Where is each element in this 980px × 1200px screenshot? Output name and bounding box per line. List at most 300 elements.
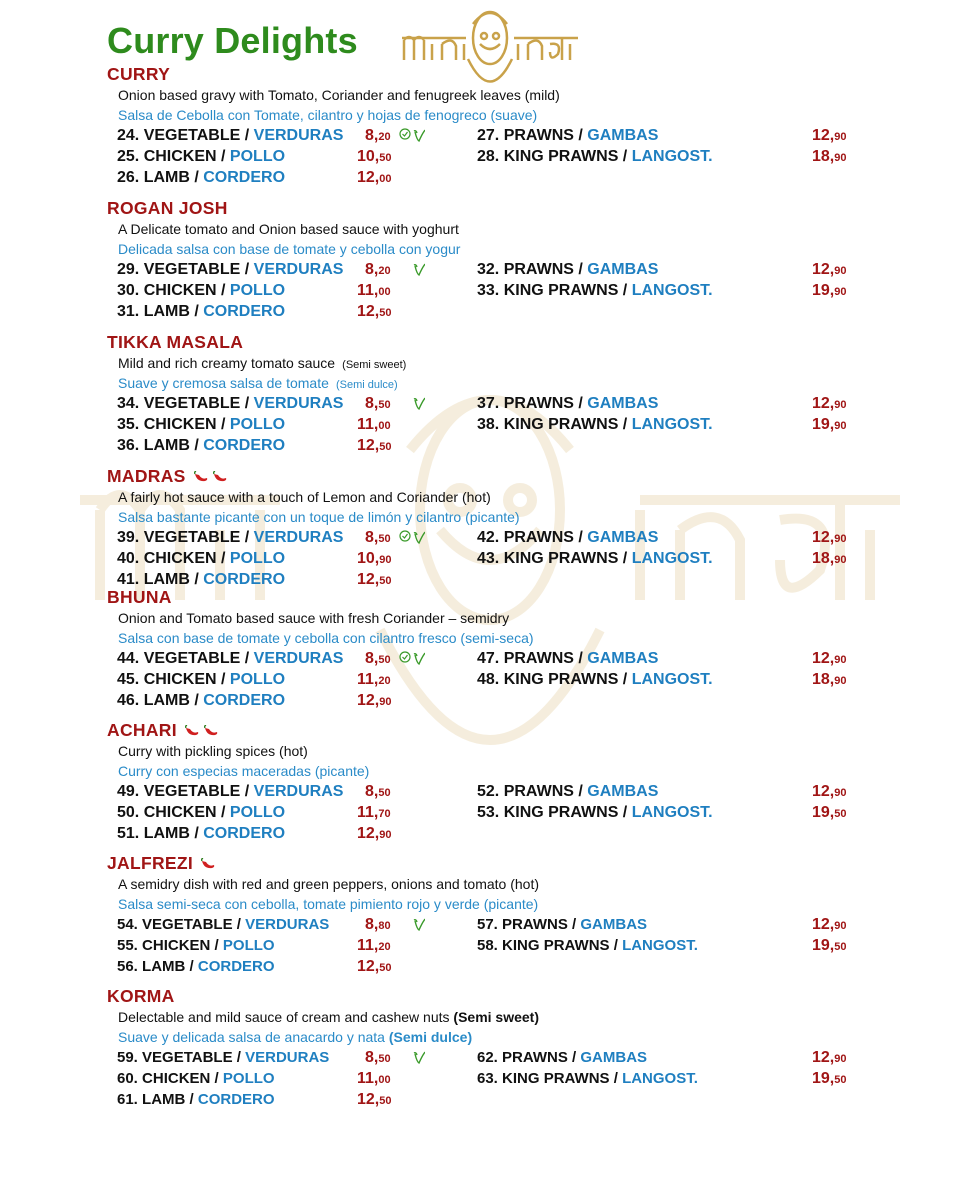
separator: / — [185, 958, 198, 975]
menu-item[interactable] — [477, 414, 849, 435]
menu-item[interactable] — [477, 781, 849, 802]
item-name-english: VEGETABLE — [143, 261, 241, 278]
menu-item[interactable] — [477, 648, 849, 669]
item-name — [117, 148, 285, 165]
item-price — [357, 1068, 391, 1091]
separator: / — [618, 282, 632, 299]
item-name-spanish: VERDURAS — [253, 395, 344, 412]
item-price — [812, 1068, 847, 1091]
item-number: 58. — [477, 937, 503, 954]
item-name — [117, 395, 343, 412]
menu-item[interactable] — [117, 435, 447, 456]
item-number: 30. — [117, 282, 144, 299]
section-curry — [107, 63, 867, 191]
item-name — [117, 529, 343, 546]
item-price — [812, 259, 847, 282]
price-cents: 00 — [378, 1074, 391, 1086]
item-name-spanish: POLLO — [229, 416, 286, 433]
separator: / — [216, 804, 230, 821]
description-english — [118, 741, 867, 761]
item-name-spanish: GAMBAS — [587, 783, 659, 800]
item-name-spanish: CORDERO — [197, 958, 275, 975]
price-cents: 80 — [378, 920, 391, 932]
description-text: Salsa semi-seca con cebolla, tomate pimiento rojo y verde (picante) — [118, 896, 539, 912]
section-name: ROGAN JOSH — [107, 198, 228, 218]
item-name-english: VEGETABLE — [143, 650, 241, 667]
separator: / — [573, 783, 588, 800]
price-whole: 8, — [365, 916, 379, 933]
item-name-english: CHICKEN — [143, 148, 217, 165]
item-price — [812, 527, 847, 550]
price-cents: 90 — [379, 554, 392, 566]
item-price — [812, 125, 847, 148]
item-price — [357, 548, 392, 571]
menu-item[interactable] — [117, 548, 447, 569]
menu-items — [107, 125, 867, 191]
vegan-leaf-icon — [399, 128, 411, 140]
item-price — [812, 914, 847, 937]
menu-item[interactable] — [117, 1047, 447, 1068]
section-title — [107, 63, 867, 85]
item-name-spanish: LANGOST. — [631, 671, 713, 688]
separator: / — [216, 416, 230, 433]
chili-pepper-icon — [200, 858, 216, 870]
price-whole: 18, — [812, 671, 835, 688]
description-text: Onion and Tomato based sauce with fresh Coriander – semidry — [118, 610, 510, 626]
price-cents: 50 — [378, 787, 391, 799]
menu-item[interactable] — [117, 414, 447, 435]
item-number: 28. — [477, 148, 504, 165]
description-text: Curry con especias maceradas (picante) — [118, 763, 370, 779]
section-name: BHUNA — [107, 587, 172, 607]
menu-item[interactable] — [117, 956, 447, 977]
menu-items — [107, 1047, 867, 1113]
menu-item[interactable] — [117, 781, 447, 802]
item-price — [812, 393, 847, 416]
section-title — [107, 465, 867, 487]
menu-item[interactable] — [117, 146, 447, 167]
price-cents: 70 — [378, 808, 391, 820]
price-cents: 50 — [379, 441, 392, 453]
description-spanish — [118, 761, 867, 781]
spicy-indicator — [181, 720, 219, 742]
menu-item[interactable] — [477, 393, 849, 414]
item-name-spanish: CORDERO — [203, 437, 286, 454]
item-name-english: CHICKEN — [142, 937, 211, 954]
item-name-english: LAMB — [143, 169, 190, 186]
item-name — [117, 804, 285, 821]
item-number: 39. — [117, 529, 144, 546]
item-name — [477, 282, 713, 299]
item-name — [117, 127, 343, 144]
menu-items — [107, 781, 867, 847]
item-name-english: VEGETABLE — [143, 127, 241, 144]
price-whole: 8, — [365, 261, 379, 278]
item-price — [812, 280, 847, 303]
description-english — [118, 219, 867, 239]
item-name-spanish: GAMBAS — [587, 395, 659, 412]
price-cents: 50 — [378, 654, 391, 666]
price-whole: 11, — [357, 937, 379, 954]
separator: / — [189, 303, 204, 320]
item-number: 63. — [477, 1070, 503, 1087]
description-text: Salsa de Cebolla con Tomate, cilantro y hojas de fenogreco (suave) — [118, 107, 538, 123]
price-whole: 19, — [812, 282, 835, 299]
section-title — [107, 586, 867, 608]
price-cents: 90 — [834, 420, 847, 432]
separator: / — [210, 937, 223, 954]
menu-items — [107, 393, 867, 459]
section-title — [107, 852, 867, 874]
item-name-spanish: VERDURAS — [253, 783, 344, 800]
description-text: Onion based gravy with Tomato, Coriander and fenugreek leaves (mild) — [118, 87, 560, 103]
menu-item[interactable] — [117, 280, 447, 301]
separator: / — [240, 529, 254, 546]
item-price — [357, 167, 392, 190]
item-number: 57. — [477, 916, 503, 933]
separator: / — [240, 395, 254, 412]
item-name-spanish: POLLO — [229, 671, 286, 688]
price-whole: 8, — [365, 529, 379, 546]
menu-items — [107, 527, 867, 593]
menu-item[interactable] — [117, 802, 447, 823]
item-number: 42. — [477, 529, 504, 546]
separator: / — [189, 692, 204, 709]
description-english — [118, 353, 867, 373]
item-number: 47. — [477, 650, 504, 667]
item-price — [812, 935, 847, 958]
price-whole: 8, — [365, 650, 379, 667]
menu-item[interactable] — [117, 259, 447, 280]
item-name-spanish: POLLO — [229, 550, 286, 567]
item-number: 35. — [117, 416, 144, 433]
price-whole: 19, — [812, 416, 835, 433]
menu-item[interactable] — [117, 167, 447, 188]
price-cents: 50 — [378, 399, 391, 411]
item-name-english: PRAWNS — [503, 783, 574, 800]
menu-item[interactable] — [477, 669, 849, 690]
section-bhuna — [107, 586, 867, 714]
item-price — [812, 414, 847, 437]
item-number: 51. — [117, 825, 144, 842]
menu-item[interactable] — [117, 935, 447, 956]
separator: / — [618, 804, 632, 821]
price-cents: 90 — [834, 152, 847, 164]
item-name-english: LAMB — [143, 825, 190, 842]
section-madras — [107, 465, 867, 593]
price-whole: 11, — [357, 804, 379, 821]
item-name-english: PRAWNS — [503, 261, 574, 278]
item-name-spanish: LANGOST. — [631, 804, 713, 821]
description-text: Salsa bastante picante con un toque de limón y cilantro (picante) — [118, 509, 520, 525]
vegetarian-sprout-icon — [413, 396, 425, 410]
item-name-english: LAMB — [143, 692, 190, 709]
item-name-spanish: VERDURAS — [253, 650, 344, 667]
item-number: 53. — [477, 804, 504, 821]
menu-item[interactable] — [477, 1068, 849, 1089]
item-number: 61. — [117, 1091, 143, 1108]
section-title — [107, 331, 867, 353]
item-price — [365, 527, 391, 550]
price-cents: 50 — [378, 1053, 391, 1065]
section-title — [107, 197, 867, 219]
item-price — [357, 435, 392, 458]
item-name-english: VEGETABLE — [143, 529, 241, 546]
menu-item[interactable] — [477, 146, 849, 167]
description-text: Suave y cremosa salsa de tomate — [118, 375, 329, 391]
item-name-english: CHICKEN — [143, 804, 217, 821]
item-name-spanish: VERDURAS — [245, 1049, 330, 1066]
price-cents: 50 — [379, 152, 392, 164]
menu-item[interactable] — [117, 393, 447, 414]
item-name-spanish: CORDERO — [203, 825, 286, 842]
separator: / — [240, 650, 254, 667]
item-name — [477, 671, 713, 688]
item-name-spanish: VERDURAS — [253, 127, 344, 144]
separator: / — [189, 437, 204, 454]
item-number: 40. — [117, 550, 144, 567]
item-name-english: VEGETABLE — [143, 783, 241, 800]
price-whole: 10, — [357, 148, 380, 165]
item-number: 27. — [477, 127, 504, 144]
item-price — [365, 259, 391, 282]
menu-item[interactable] — [117, 301, 447, 322]
price-whole: 18, — [812, 550, 835, 567]
price-whole: 11, — [357, 282, 379, 299]
item-number: 54. — [117, 916, 143, 933]
price-cents: 00 — [378, 286, 391, 298]
section-name: KORMA — [107, 986, 175, 1006]
menu-item[interactable] — [477, 527, 849, 548]
item-price — [357, 935, 391, 958]
description-english — [118, 487, 867, 507]
item-price — [365, 393, 391, 416]
item-name — [117, 825, 285, 842]
item-name — [117, 303, 285, 320]
item-name-spanish: CORDERO — [203, 692, 286, 709]
price-whole: 12, — [357, 303, 380, 320]
item-price — [357, 823, 392, 846]
description-note: (Semi sweet) — [339, 359, 407, 371]
menu-item[interactable] — [477, 125, 849, 146]
item-name — [117, 692, 285, 709]
item-name — [477, 650, 658, 667]
item-name-english: KING PRAWNS — [503, 671, 619, 688]
item-name-spanish: VERDURAS — [245, 916, 330, 933]
price-whole: 12, — [812, 529, 835, 546]
item-price — [812, 781, 847, 804]
price-whole: 12, — [357, 169, 380, 186]
item-price — [357, 280, 391, 303]
item-price — [357, 690, 392, 713]
separator: / — [240, 783, 254, 800]
item-number: 38. — [477, 416, 504, 433]
price-whole: 10, — [357, 550, 380, 567]
item-name — [117, 169, 285, 186]
separator: / — [618, 148, 632, 165]
item-price — [812, 648, 847, 671]
menu-item[interactable] — [117, 823, 447, 844]
price-cents: 90 — [834, 654, 847, 666]
menu-item[interactable] — [477, 259, 849, 280]
price-cents: 50 — [834, 808, 847, 820]
item-number: 45. — [117, 671, 144, 688]
price-whole: 12, — [357, 437, 380, 454]
separator: / — [573, 261, 588, 278]
price-whole: 12, — [812, 1049, 835, 1066]
item-name — [477, 937, 698, 954]
item-number: 37. — [477, 395, 504, 412]
vegetarian-sprout-icon — [413, 651, 425, 665]
item-name-spanish: POLLO — [222, 1070, 275, 1087]
description-english — [118, 608, 867, 628]
menu-item[interactable] — [117, 1068, 447, 1089]
item-number: 25. — [117, 148, 144, 165]
item-name-english: CHICKEN — [143, 671, 217, 688]
menu-item[interactable] — [477, 548, 849, 569]
item-name-english: KING PRAWNS — [503, 148, 619, 165]
item-name-english: CHICKEN — [143, 416, 217, 433]
item-name — [117, 1049, 329, 1066]
item-name-english: VEGETABLE — [142, 1049, 233, 1066]
item-price — [357, 669, 391, 692]
item-name-english: LAMB — [143, 303, 190, 320]
item-number: 29. — [117, 261, 144, 278]
price-cents: 50 — [834, 1074, 847, 1086]
item-name — [477, 783, 658, 800]
menu-item[interactable] — [477, 802, 849, 823]
price-cents: 90 — [834, 920, 847, 932]
item-name-english: LAMB — [142, 1091, 186, 1108]
menu-item[interactable] — [117, 648, 447, 669]
item-name-spanish: LANGOST. — [631, 148, 713, 165]
chili-pepper-icon — [193, 471, 209, 483]
item-name — [117, 1091, 275, 1108]
item-number: 62. — [477, 1049, 503, 1066]
item-name-spanish: GAMBAS — [580, 1049, 648, 1066]
vegetarian-sprout-icon — [413, 128, 425, 142]
price-cents: 90 — [834, 554, 847, 566]
section-title — [107, 985, 867, 1007]
item-name-spanish: POLLO — [229, 148, 286, 165]
price-whole: 12, — [357, 1091, 380, 1108]
price-whole: 12, — [812, 395, 835, 412]
section-jalfrezi — [107, 852, 867, 980]
description-english — [118, 85, 867, 105]
section-name: MADRAS — [107, 466, 186, 486]
chili-pepper-icon — [184, 725, 200, 737]
item-price — [365, 914, 391, 937]
item-number: 50. — [117, 804, 144, 821]
section-name: JALFREZI — [107, 853, 194, 873]
vegetarian-sprout-icon — [413, 917, 425, 931]
item-name-spanish: VERDURAS — [253, 529, 344, 546]
price-cents: 20 — [378, 675, 391, 687]
item-name-english: KING PRAWNS — [503, 282, 619, 299]
item-name-spanish: GAMBAS — [587, 529, 659, 546]
item-price — [357, 1089, 392, 1112]
item-name — [117, 650, 343, 667]
price-whole: 8, — [365, 783, 379, 800]
section-tikka — [107, 331, 867, 459]
item-number: 36. — [117, 437, 144, 454]
menu-item[interactable] — [117, 1089, 447, 1110]
item-name — [477, 261, 658, 278]
item-name-spanish: VERDURAS — [253, 261, 344, 278]
menu-item[interactable] — [477, 914, 849, 935]
description-spanish — [118, 894, 867, 914]
item-name-spanish: CORDERO — [203, 303, 286, 320]
separator: / — [567, 1049, 581, 1066]
menu-item[interactable] — [477, 935, 849, 956]
section-name: ACHARI — [107, 720, 177, 740]
item-name-spanish: LANGOST. — [631, 416, 713, 433]
menu-item[interactable] — [117, 527, 447, 548]
menu-item[interactable] — [477, 1047, 849, 1068]
section-korma — [107, 985, 867, 1113]
description-text: Salsa con base de tomate y cebolla con cilantro fresco (semi-seca) — [118, 630, 534, 646]
item-number: 33. — [477, 282, 504, 299]
item-price — [812, 669, 847, 692]
price-cents: 90 — [379, 696, 392, 708]
item-name-english: PRAWNS — [503, 127, 574, 144]
item-name-english: PRAWNS — [503, 395, 574, 412]
item-name-english: VEGETABLE — [143, 395, 241, 412]
price-cents: 50 — [379, 575, 392, 587]
menu-items — [107, 259, 867, 325]
item-name — [477, 550, 713, 567]
menu-item[interactable] — [477, 280, 849, 301]
item-price — [812, 802, 847, 825]
separator: / — [573, 529, 588, 546]
description-text: Delicada salsa con base de tomate y cebolla con yogur — [118, 241, 461, 257]
price-whole: 11, — [357, 671, 379, 688]
item-name — [117, 1070, 275, 1087]
price-whole: 11, — [357, 416, 379, 433]
item-number: 59. — [117, 1049, 143, 1066]
item-name — [117, 261, 343, 278]
menu-items — [107, 914, 867, 980]
price-cents: 20 — [378, 941, 391, 953]
price-cents: 90 — [834, 533, 847, 545]
description-spanish — [118, 105, 867, 125]
item-name — [477, 148, 713, 165]
vegan-leaf-icon — [399, 651, 411, 663]
item-name-spanish: GAMBAS — [587, 261, 659, 278]
item-name-english: KING PRAWNS — [503, 804, 619, 821]
item-number: 48. — [477, 671, 504, 688]
separator: / — [185, 1091, 198, 1108]
item-name — [117, 282, 285, 299]
price-cents: 00 — [378, 420, 391, 432]
menu-item[interactable] — [117, 669, 447, 690]
separator: / — [210, 1070, 223, 1087]
menu-item[interactable] — [117, 690, 447, 711]
price-whole: 12, — [357, 571, 380, 588]
description-text: Mild and rich creamy tomato sauce — [118, 355, 336, 371]
menu-item[interactable] — [117, 125, 447, 146]
separator: / — [189, 825, 204, 842]
separator: / — [618, 550, 632, 567]
separator: / — [232, 1049, 246, 1066]
item-price — [357, 146, 392, 169]
section-achari — [107, 719, 867, 847]
item-name — [477, 127, 658, 144]
item-name-spanish: CORDERO — [203, 571, 286, 588]
price-cents: 20 — [378, 265, 391, 277]
item-name-english: LAMB — [143, 437, 190, 454]
menu-item[interactable] — [117, 914, 447, 935]
